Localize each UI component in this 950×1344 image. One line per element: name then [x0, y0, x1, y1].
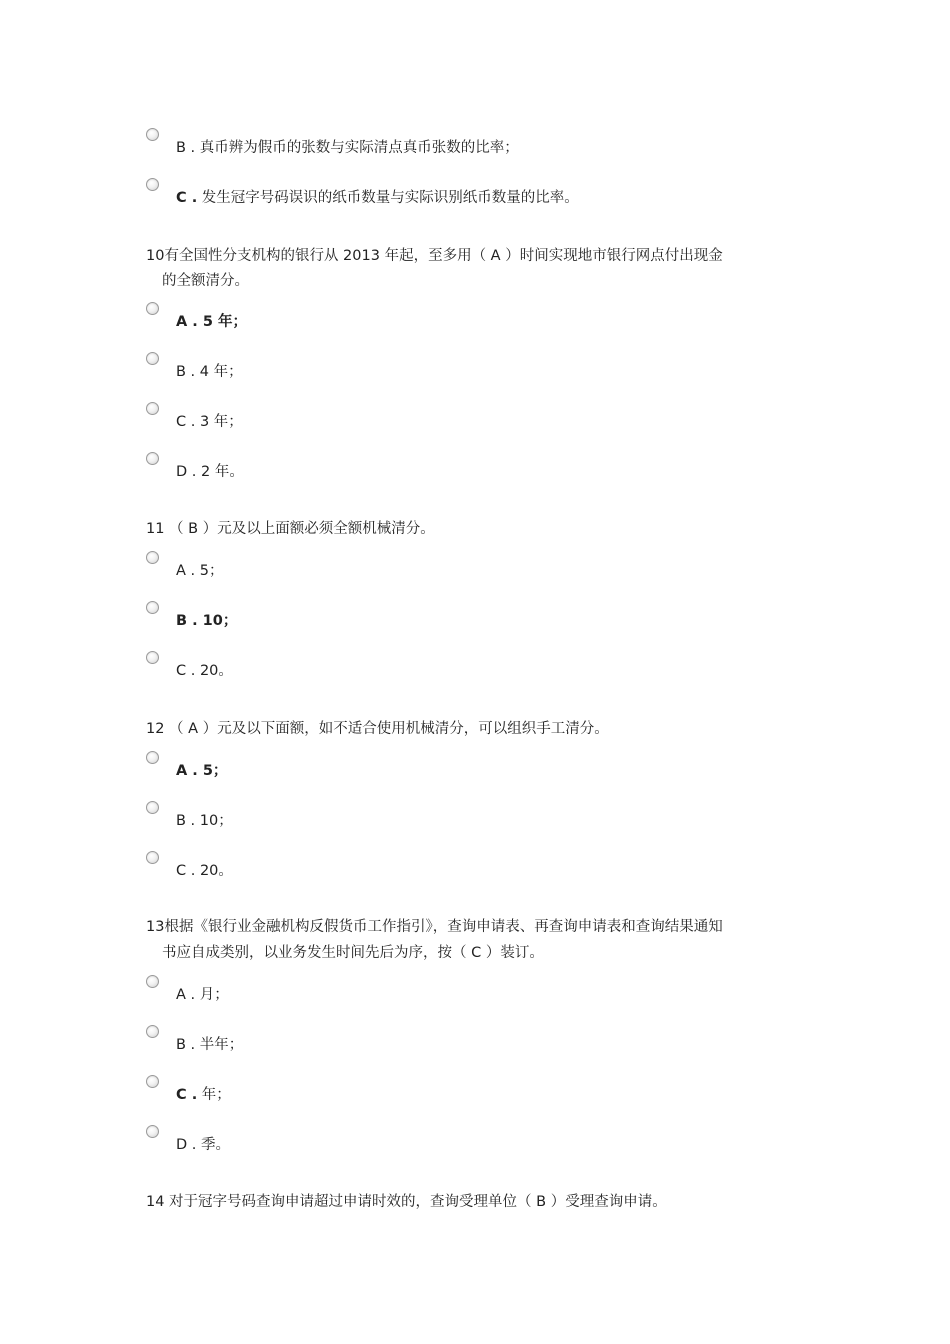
option-label: C . 年； — [176, 1087, 231, 1103]
q10-stem-line1: 10有全国性分支机构的银行从 2013 年起，至多用（ A ）时间实现地市银行网点付出现金 — [146, 248, 723, 264]
q13-stem-line2: 书应自成类别，以业务发生时间先后为序，按（ C ）装订。 — [162, 945, 544, 961]
option-label: B . 半年； — [176, 1037, 244, 1053]
option-label: C . 20。 — [176, 863, 233, 879]
radio-button-icon[interactable] — [146, 352, 159, 365]
option-label: D . 季。 — [176, 1137, 230, 1153]
option-label: B . 4 年； — [176, 364, 243, 380]
q12-stem: 12 （ A ）元及以下面额，如不适合使用机械清分，可以组织手工清分。 — [146, 721, 609, 737]
option-label: A . 5 年； — [176, 314, 247, 330]
q13-stem-line1: 13根据《银行业金融机构反假货币工作指引》，查询申请表、再查询申请表和查询结果通知 — [146, 919, 723, 935]
radio-button-icon[interactable] — [146, 851, 159, 864]
option-label: A . 月； — [176, 987, 229, 1003]
option-label: D . 2 年。 — [176, 464, 244, 480]
option-label: C . 20。 — [176, 663, 233, 679]
radio-button-icon[interactable] — [146, 751, 159, 764]
radio-button-icon[interactable] — [146, 1025, 159, 1038]
option-label: B . 10； — [176, 813, 233, 829]
option-label: B . 10； — [176, 613, 238, 629]
q10-stem-line2: 的全额清分。 — [162, 273, 249, 289]
option-label: A . 5； — [176, 563, 224, 579]
radio-button-icon[interactable] — [146, 128, 159, 141]
radio-button-icon[interactable] — [146, 302, 159, 315]
option-label: C . 发生冠字号码误识的纸币数量与实际识别纸币数量的比率。 — [176, 190, 579, 206]
radio-button-icon[interactable] — [146, 551, 159, 564]
option-label: A . 5； — [176, 763, 228, 779]
radio-button-icon[interactable] — [146, 975, 159, 988]
radio-button-icon[interactable] — [146, 651, 159, 664]
radio-button-icon[interactable] — [146, 178, 159, 191]
option-label: C . 3 年； — [176, 414, 243, 430]
radio-button-icon[interactable] — [146, 1075, 159, 1088]
radio-button-icon[interactable] — [146, 601, 159, 614]
option-label: B . 真币辨为假币的张数与实际清点真币张数的比率； — [176, 140, 519, 156]
q14-stem: 14 对于冠字号码查询申请超过申请时效的，查询受理单位（ B ）受理查询申请。 — [146, 1194, 667, 1210]
q11-stem: 11 （ B ）元及以上面额必须全额机械清分。 — [146, 521, 435, 537]
radio-button-icon[interactable] — [146, 1125, 159, 1138]
radio-button-icon[interactable] — [146, 452, 159, 465]
radio-button-icon[interactable] — [146, 801, 159, 814]
radio-button-icon[interactable] — [146, 402, 159, 415]
